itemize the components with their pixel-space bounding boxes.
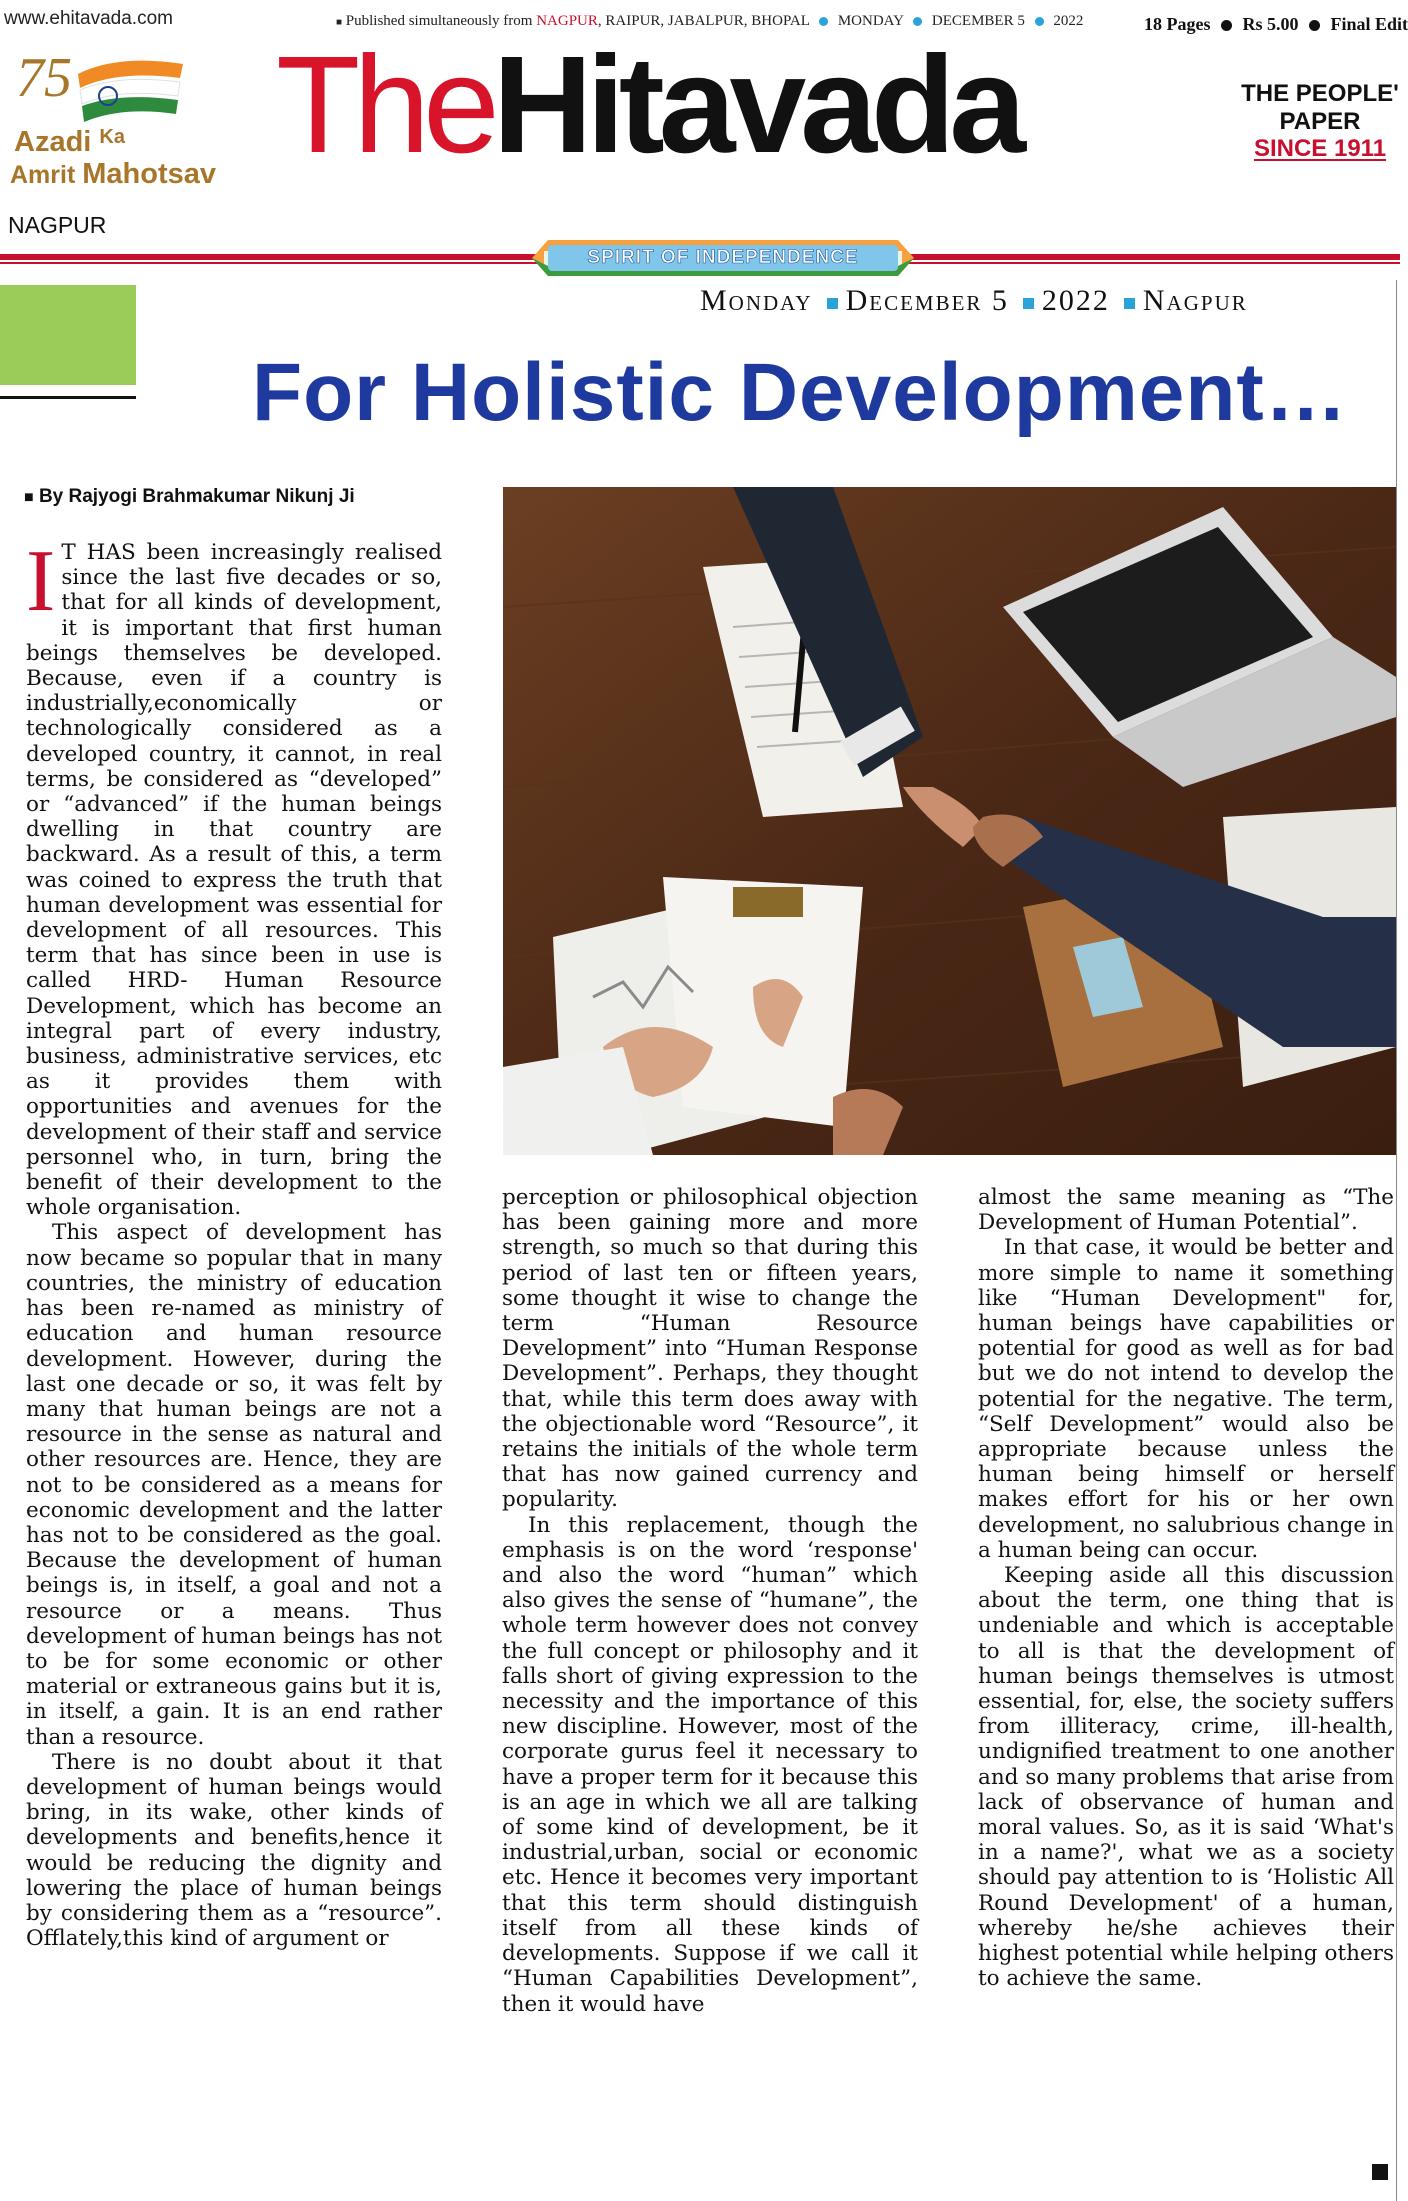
published-year: 2022 <box>1053 13 1084 29</box>
dot-icon <box>1035 17 1044 26</box>
edition-city: NAGPUR <box>8 212 107 238</box>
published-line: ■ Published simultaneously from NAGPUR, RAIPUR, JABALPUR, BHOPAL MONDAY DECEMBER 5 2022 <box>336 13 1084 29</box>
col2-paragraph-2: In this replacement, though the emphasis is on the word ‘response' and also the word “human” which also gives the sense of “humane”, the whole term however does not convey the full concept or philosophy and it falls short of giving expression to the necessity and the importance of this new discipline. However, most of the corporate gurus feel it necessary to have a proper term for it because this is an age in which we all are talking of some kind of development, be it industrial,urban, social or economic etc. Hence it becomes very important that this term should distinguish itself from all these kinds of developments. Suppose if we call it “Human Capabilities Development”, then it would have <box>502 1512 918 2017</box>
tagline-line3: SINCE 1911 <box>1253 135 1387 163</box>
published-prefix: Published simultaneously from <box>345 13 533 29</box>
byline-text: By Rajyogi Brahmakumar Nikunj Ji <box>38 486 355 507</box>
azadi-ka-amrit-mahotsav-logo <box>8 44 228 214</box>
col2-paragraph-1: perception or philosophical objection has been gaining more and more strength, so much so that during this period of last ten or fifteen years, some thought it wise to change the term “Human Resource Development” into “Human Response Development”. Perhaps, they thought that, while this term does away with the objectionable word “Resource”, it retains the initials of the whole term that has now gained currency and popularity. <box>502 1185 918 1513</box>
square-icon <box>827 298 838 309</box>
newspaper-logo[interactable] <box>276 28 1021 182</box>
article-column-2 <box>502 1185 918 2017</box>
article-photo <box>503 487 1396 1155</box>
spirit-banner <box>526 236 920 280</box>
dot-icon <box>913 17 922 26</box>
azadi-text: Azadi <box>14 126 92 158</box>
byline: ■ By Rajyogi Brahmakumar Nikunj Ji <box>24 486 355 507</box>
published-day: MONDAY <box>837 13 904 29</box>
square-icon <box>1124 298 1135 309</box>
dot-icon <box>819 17 828 26</box>
section-color-block <box>0 285 136 385</box>
spirit-text: SPIRIT OF INDEPENDENCE <box>587 247 859 268</box>
col1-paragraph-3: There is no doubt about it that development of human beings would bring, in its wake, other kinds of developments and benefits,hence it would be reducing the dignity and lowering the place of human beings by considering them as a “resource”. Offlately,this kind of argument or <box>26 1749 442 1952</box>
drop-cap: I <box>26 533 56 630</box>
article-column-3 <box>978 1185 1394 1992</box>
page-edge-line <box>1396 280 1397 2201</box>
dateline <box>700 284 1248 318</box>
amrit-text: Amrit <box>10 161 76 189</box>
end-of-article-mark <box>1372 2164 1388 2180</box>
col1-paragraph-1: T HAS been increasingly realised since the last five decades or so, that for all kinds of development, it is important that first human beings themselves be developed. Because, even if a country is industrially,economically or technologically considered as a developed country, it cannot, in real terms, be considered as “developed” or “advanced” if the human beings dwelling in that country are backward. As a result of this, a term was coined to express the truth that human development was essential for development of all resources. This term that has since been in use is called HRD- Human Resource Development, which has become an integral part of every industry, business, administrative services, etc as it provides them with opportunities and avenues for the development of their staff and service personnel who, in turn, bring the benefit of their development to the whole organisation. <box>26 540 442 1221</box>
tagline-line1: THE PEOPLE' <box>1241 80 1399 107</box>
edition: Final Edit <box>1330 14 1408 34</box>
tagline <box>1240 80 1400 163</box>
logo-hitavada: Hitavada <box>492 28 1021 182</box>
published-cities: , RAIPUR, JABALPUR, BHOPAL <box>597 13 810 29</box>
dateline-year: 2022 <box>1041 284 1110 317</box>
col3-paragraph-2: In that case, it would be better and more simple to name it something like “Human Development" for, human beings have capabilities or potential for good as well as for bad but we do not intend to develop the potential for the negative. The term, “Self Development” would also be appropriate because unless the human being himself or herself makes effort for his or her own development, no salubrious change in a human being can occur. <box>978 1235 1394 1563</box>
page-count: 18 Pages <box>1144 14 1211 34</box>
article-column-1 <box>26 533 442 1952</box>
col3-paragraph-1: almost the same meaning as “The Development of Human Potential”. <box>978 1185 1394 1236</box>
edition-info <box>1144 14 1408 35</box>
headline: For Holistic Development… <box>252 347 1348 438</box>
col3-paragraph-3: Keeping aside all this discussion about the term, one thing that is undeniable and which is acceptable to all is that the development of human beings themselves is utmost essential, for, else, the society suffers from illiteracy, crime, ill-health, undignified treatment to one another and so many problems that arise from lack of observance of human and moral values. So, as it is said ‘What's in a name?', what we as a society should pay attention to is ‘Holistic All Round Development' of a human, whereby he/she achieves their highest potential while helping others to achieve the same. <box>978 1563 1394 1992</box>
dateline-date: December 5 <box>845 284 1009 317</box>
dot-icon <box>1221 20 1232 31</box>
azadi-75: 75 <box>16 47 72 109</box>
section-rule <box>0 396 136 399</box>
handshake-photo-illustration <box>503 487 1396 1155</box>
logo-the: The <box>276 28 493 182</box>
azadi-ka-text: Ka <box>99 126 125 148</box>
published-date: DECEMBER 5 <box>931 13 1025 29</box>
mahotsav-text: Mahotsav <box>82 158 217 190</box>
price: Rs 5.00 <box>1242 14 1299 34</box>
square-icon <box>1023 298 1034 309</box>
dot-icon <box>1309 20 1320 31</box>
col1-paragraph-2: This aspect of development has now became so popular that in many countries, the ministry of education has been re-named as ministry of education and human resource development. However, during the last one decade or so, it was felt by many that human beings are not a resource in the sense as natural and other resources are. Hence, they are not to be considered as a means for economic development and the latter has not to be considered as the goal. Because the development of human beings is, in itself, a goal and not a resource or a means. Thus development of human beings has not to be for some economic or other material or extraneous gains but it is, in itself, a gain. It is an end rather than a resource. <box>26 1220 442 1750</box>
dateline-day: Monday <box>700 284 813 317</box>
dateline-city: Nagpur <box>1142 284 1248 317</box>
website-url[interactable]: www.ehitavada.com <box>4 8 173 29</box>
published-city-highlight: NAGPUR <box>536 13 598 29</box>
tagline-line2: PAPER <box>1279 107 1361 135</box>
